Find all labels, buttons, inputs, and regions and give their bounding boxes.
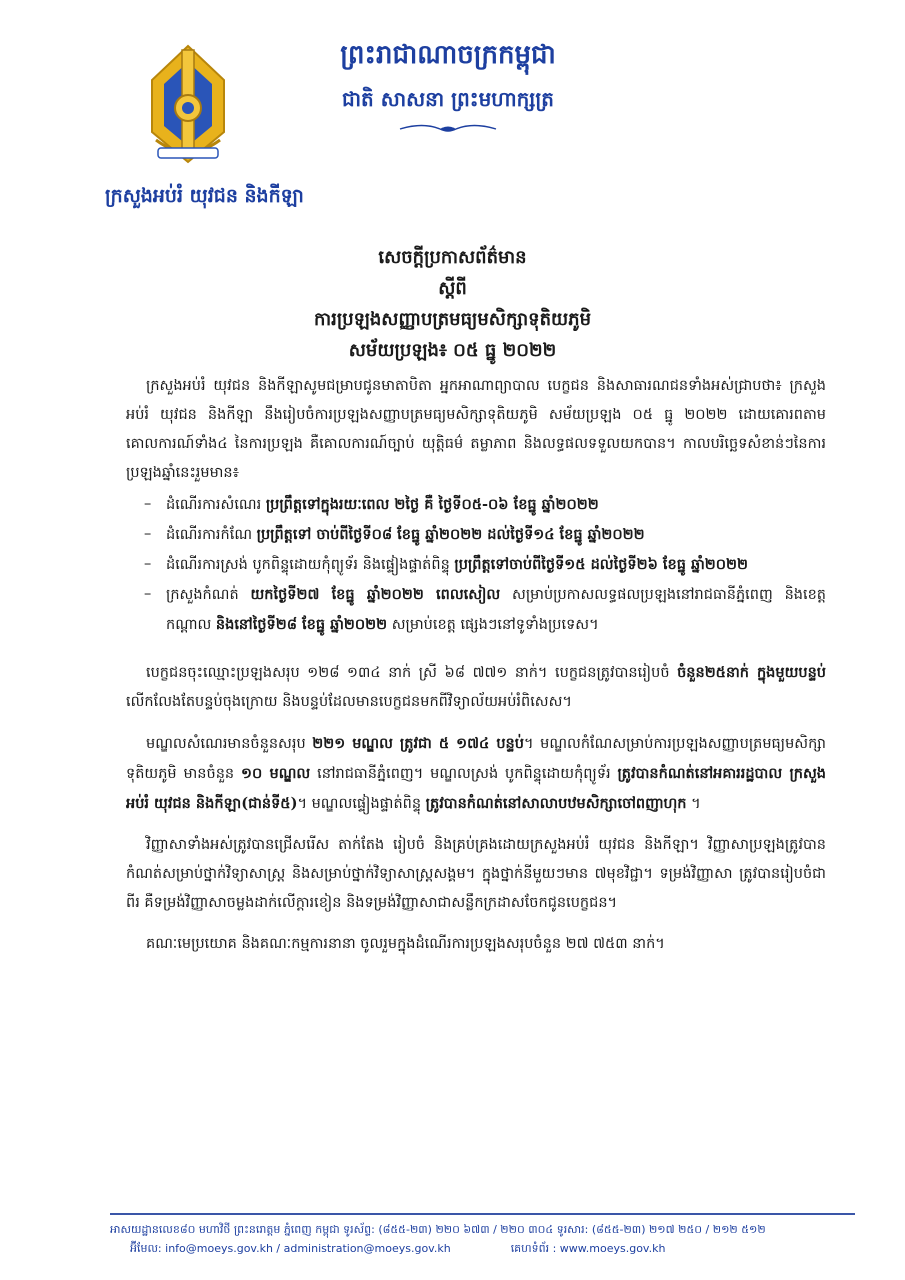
announcement-body	[126, 372, 826, 971]
centers-paragraph: មណ្ឌលសំណេរមានចំនួនសរុប ២២១ មណ្ឌល ត្រូវជា ៥ ១៧៤ បន្ទប់។ មណ្ឌលកំណែសម្រាប់ការប្រឡងសញ្ញាបត្រមធ្យមសិក្សាទុតិយភូមិ មានចំនួន ១០ មណ្ឌល នៅរាជធានីភ្នំពេញ។ មណ្ឌលស្រង់ បូកពិន្ទុដោយកុំព្យូទ័រ ត្រូវបានកំណត់នៅអគាររដ្ឋបាល ក្រសួងអប់រំ យុវជន និងកីឡា(ជាន់ទី៥)។ មណ្ឌលផ្ទៀងផ្ទាត់ពិន្ទុ ត្រូវបានកំណត់នៅសាលាបឋមសិក្សាចៅពញាហុក ។	[126, 735, 827, 812]
exam-papers-paragraph: វិញ្ញាសាទាំងអស់ត្រូវបានជ្រើសរើស តាក់តែង រៀបចំ និងគ្រប់គ្រងដោយក្រសួងអប់រំ យុវជន និងកីឡា។ វិញ្ញាសាប្រឡងត្រូវបានកំណត់សម្រាប់ថ្នាក់វិទ្យាសាស្ត្រ និងសម្រាប់ថ្នាក់វិទ្យាសាស្ត្រសង្គម។ ក្នុងថ្នាក់នីមួយៗមាន ៧មុខវិជ្ជា។ ទម្រង់វិញ្ញាសា ត្រូវបានរៀបចំជាពីរ គឺទម្រង់វិញ្ញាសាចម្លងដាក់លើក្តារខៀន និងទម្រង់វិញ្ញាសាជាសន្លឹកក្រដាសចែកជូនបេក្ខជន។	[126, 837, 826, 911]
key-dates-list	[144, 490, 826, 640]
list-item: – ដំណើរការសំណេរ ប្រព្រឹត្តទៅក្នុងរយៈពេល ២ថ្ងៃ គឺ ថ្ងៃទី០៥-០៦ ខែធ្នូ ឆ្នាំ២០២២	[144, 490, 826, 520]
ministry-emblem-icon	[138, 40, 238, 170]
candidates-paragraph: បេក្ខជនចុះឈ្មោះប្រឡងសរុប ១២៨ ១៣៤ នាក់ ស្រី ៦៨ ៧៧១ នាក់។ បេក្ខជនត្រូវបានរៀបចំ ចំនួន២៥នាក់ ក្នុងមួយបន្ទប់ លើកលែងតែបន្ទប់ចុងក្រោយ និងបន្ទប់ដែលមានបេក្ខជនមកពីវិទ្យាល័យអប់រំពិសេស។	[126, 664, 826, 710]
list-item: – ដំណើរការស្រង់ បូកពិន្ទុដោយកុំព្យូទ័រ និងផ្ទៀងផ្ទាត់ពិន្ទុ ប្រព្រឹត្តទៅចាប់ពីថ្ងៃទី១៥ ដល់ថ្ងៃទី២៦ ខែធ្នូ ឆ្នាំ២០២២	[144, 550, 826, 580]
ministry-name: ក្រសួងអប់រំ យុវជន និងកីឡា	[105, 185, 304, 207]
title-line-2: ស្តីពី	[438, 278, 467, 299]
announcement-title	[120, 242, 785, 366]
national-motto: ជាតិ សាសនា ព្រះមហាក្សត្រ	[342, 87, 554, 111]
committee-paragraph: គណៈមេប្រយោគ និងគណៈកម្មការនានា ចូលរួមក្នុងដំណើរការប្រឡងសរុបចំនួន ២៧ ៧៥៣ នាក់។	[146, 936, 665, 952]
footer-address: អាសយដ្ឋានលេខ៨០ មហាវិថី ព្រះនរោត្តម ភ្នំពេញ កម្ពុជា ទូរស័ព្ទ: (៨៥៥-២៣) ២២០ ៦៧៣ / ២២០ ៣០៤ ទូរសារ: (៨៥៥-២៣) ២១៧ ២៥០ / ២១២ ៥១២	[110, 1223, 766, 1236]
list-item: – ក្រសួងកំណត់ យកថ្ងៃទី២៧ ខែធ្នូ ឆ្នាំ២០២២ ពេលសៀល សម្រាប់ប្រកាសលទ្ធផលប្រឡងនៅរាជធានីភ្នំពេញ និងខេត្តកណ្តាល និងនៅថ្ងៃទី២៨ ខែធ្នូ ឆ្នាំ២០២២ សម្រាប់ខេត្ត ផ្សេងៗនៅទូទាំងប្រទេស។	[144, 580, 826, 640]
title-line-3: ការប្រឡងសញ្ញាបត្រមធ្យមសិក្សាទុតិយភូមិ	[313, 309, 592, 330]
title-line-4: សម័យប្រឡង៖ ០៥ ធ្នូ ២០២២	[348, 340, 557, 361]
kingdom-title: ព្រះរាជាណាចក្រកម្ពុជា	[340, 40, 556, 70]
footer-divider	[110, 1213, 855, 1215]
list-item: – ដំណើរការកំណែ ប្រព្រឹត្តទៅ ចាប់ពីថ្ងៃទី០៨ ខែធ្នូ ឆ្នាំ២០២២ ដល់ថ្ងៃទី១៤ ខែធ្នូ ឆ្នាំ២០២២	[144, 520, 826, 550]
footer	[110, 1220, 855, 1258]
footer-email: អ៊ីមែល: info@moeys.gov.kh / administration@moeys.gov.kh	[130, 1242, 451, 1255]
ornament-divider-icon	[398, 122, 498, 136]
footer-website: គេហទំព័រ : www.moeys.gov.kh	[510, 1242, 666, 1255]
intro-paragraph: ក្រសួងអប់រំ យុវជន និងកីឡាសូមជម្រាបជូនមាតាបិតា អ្នកអាណាព្យាបាល បេក្ខជន និងសាធារណជនទាំងអស់ជ្រាបថា៖ ក្រសួងអប់រំ យុវជន និងកីឡា នឹងរៀបចំការប្រឡងសញ្ញាបត្រមធ្យមសិក្សាទុតិយភូមិ សម័យប្រឡង ០៥ ធ្នូ ២០២២ ដោយគោរពតាមគោលការណ៍ទាំង៤ នៃការប្រឡង គឺគោលការណ៍ច្បាប់ យុត្តិធម៌ តម្លាភាព និងលទ្ធផលទទួលយកបាន។ កាលបរិច្ឆេទសំខាន់ៗនៃការប្រឡងឆ្នាំនេះរួមមាន៖	[126, 378, 826, 481]
kingdom-header	[318, 38, 578, 136]
title-line-1: សេចក្តីប្រកាសព័ត៌មាន	[378, 247, 527, 268]
